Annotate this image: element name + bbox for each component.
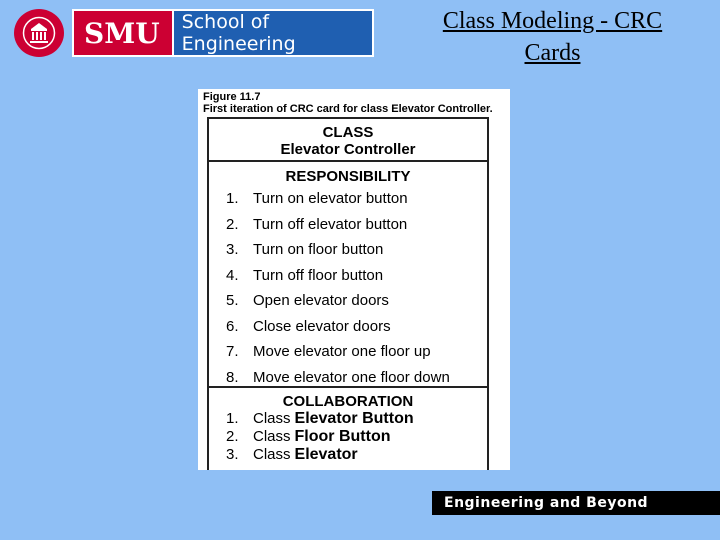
item-number: 6. [226,317,239,335]
collaboration-section [209,388,487,464]
class-section [209,119,487,162]
crc-figure [198,89,510,470]
item-prefix: Class [253,428,291,445]
class-name: Elevator Controller [280,141,416,158]
footer-tagline: Engineering and Beyond [432,491,720,515]
list-item [209,314,487,340]
item-number: 3. [226,241,239,258]
smu-logo [14,9,374,57]
item-text: Open elevator doors [253,292,389,309]
crc-card [207,117,489,470]
collaboration-heading: COLLABORATION [282,393,414,410]
list-item [209,237,487,263]
university-seal-icon [14,9,64,57]
figure-label: Figure 11.7 [203,91,261,103]
item-class-name: Floor Button [294,428,391,445]
list-item [209,339,487,365]
item-text: Turn off elevator button [253,215,408,233]
list-item [209,288,487,314]
slide-title [400,5,705,69]
list-item [209,263,487,289]
item-class-name: Elevator [294,446,358,463]
list-item [209,365,487,391]
logo-school-name: School of Engineering [172,9,374,57]
item-prefix: Class [253,410,291,427]
item-text: Move elevator one floor down [253,368,450,386]
responsibility-section [209,162,487,388]
item-number: 7. [226,343,239,360]
list-item [209,212,487,238]
item-prefix: Class [253,446,291,463]
item-number: 4. [226,266,239,284]
list-item [209,446,487,464]
item-number: 5. [226,292,239,309]
logo-abbrev: SMU [72,9,172,57]
list-item [209,410,487,428]
list-item [209,428,487,446]
figure-caption-text: First iteration of CRC card for class Elevator Controller. [203,103,493,115]
item-number: 2. [226,215,239,233]
item-text: Turn on elevator button [253,190,408,207]
item-number: 3. [226,446,239,463]
item-text: Close elevator doors [253,317,391,335]
item-text: Move elevator one floor up [253,343,431,360]
item-number: 1. [226,190,239,207]
responsibility-heading: RESPONSIBILITY [285,168,411,185]
list-item [209,186,487,212]
class-heading: CLASS [322,124,374,141]
item-text: Turn off floor button [253,266,384,284]
item-number: 1. [226,410,239,427]
item-text: Turn on floor button [253,241,384,258]
responsibility-list [209,186,487,390]
slide-title-line-2: Cards [524,40,581,66]
item-number: 2. [226,428,239,445]
slide-title-line-1: Class Modeling - CRC [442,8,663,34]
figure-caption [203,91,493,115]
item-number: 8. [226,368,239,386]
item-class-name: Elevator Button [294,410,414,427]
